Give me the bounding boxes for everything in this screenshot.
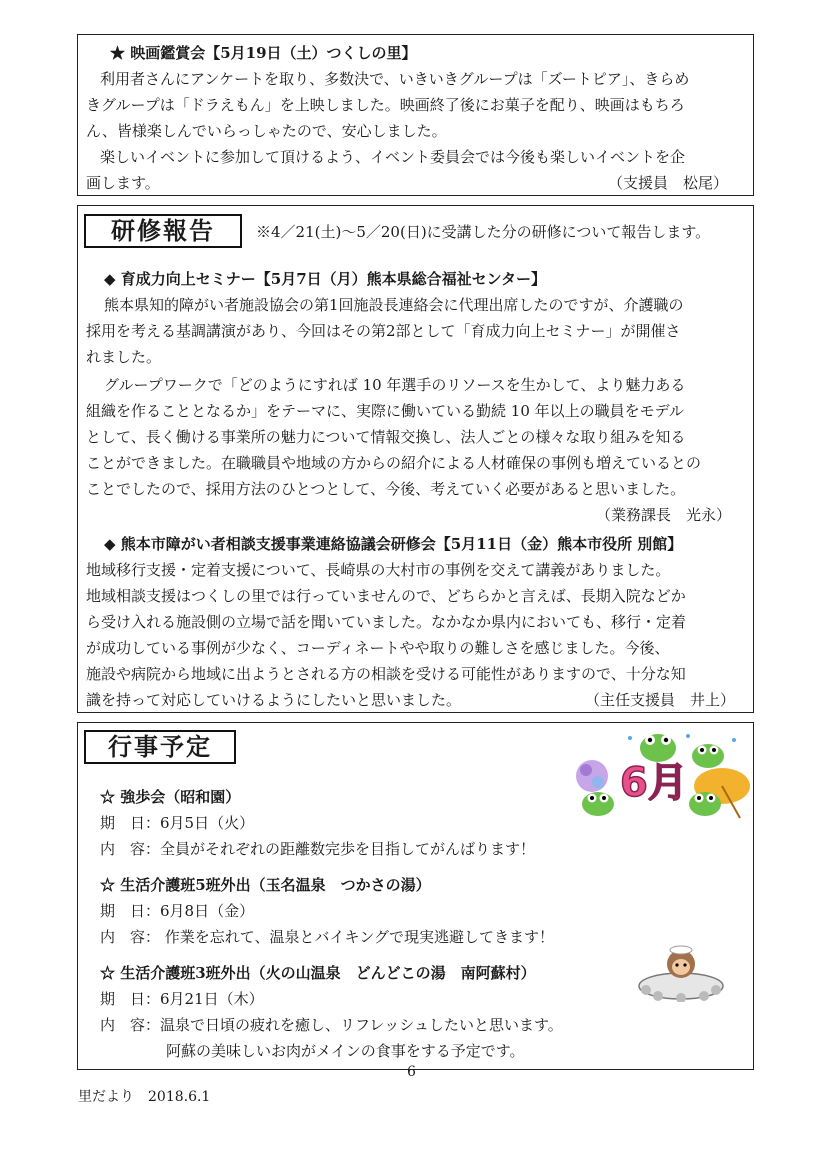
june-label: 6月	[620, 760, 688, 806]
page-number: 6	[407, 1064, 416, 1080]
movie-line-4: 楽しいイベントに参加して頂けるよう、イベント委員会では今後も楽しいイベントを企	[100, 148, 686, 166]
onsen-monkey-illustration	[636, 938, 726, 1002]
movie-line-5: 画します。	[86, 174, 160, 192]
training-item1-line-8: ことでしたので、採用方法のひとつとして、今後、考えていく必要があると思いました。	[86, 480, 686, 498]
frog-icon	[640, 734, 676, 762]
training-item1-line-1: 熊本県知的障がい者施設協会の第1回施設長連絡会に代理出席したのですが、介護職の	[104, 296, 684, 314]
event-1-heading: ☆ 強歩会（昭和園）	[100, 788, 241, 806]
event-1-content: 内 容：全員がそれぞれの距離数完歩を目指してがんばります！	[100, 840, 536, 858]
movie-heading: ★ 映画鑑賞会【5月19日（土）つくしの里】	[110, 44, 417, 62]
training-title: 研修報告	[84, 214, 242, 248]
movie-line-3: ん、皆様楽しんでいらっしゃたので、安心しました。	[86, 122, 447, 140]
flower-icon	[576, 760, 608, 792]
event-3-date: 期 日：6月21日（木）	[100, 990, 264, 1008]
june-frog-illustration	[570, 726, 750, 826]
training-item1-line-4: グループワークで「どのようにすれば 10 年選手のリソースを生かして、より魅力ある	[104, 376, 686, 394]
movie-line-1: 利用者さんにアンケートを取り、多数決で、いきいきグループは「ズートピア」、きらめ	[100, 70, 690, 88]
training-note: ※4／21(土)～5／20(日)に受講した分の研修について報告します。	[256, 223, 711, 241]
publication-info: 里だより 2018.6.1	[78, 1089, 211, 1105]
movie-line-2: きグループは「ドラえもん」を上映しました。映画終了後にお菓子を配り、映画はもちろ	[86, 96, 685, 114]
event-2-date: 期 日：6月8日（金）	[100, 902, 255, 920]
training-item2-line-5: 施設や病院から地域に出ようとされる方の相談を受ける可能性がありますので、十分な知	[86, 665, 686, 683]
training-item2-line-1: 地域移行支援・定着支援について、長崎県の大村市の事例を交えて講義がありました。	[86, 561, 671, 579]
training-item1-heading: ◆ 育成力向上セミナー【5月7日（月）熊本県総合福祉センター】	[104, 270, 547, 288]
events-title: 行事予定	[84, 730, 236, 764]
training-item1-line-5: 組織を作ることとなるか」をテーマに、実際に働いている勤続 10 年以上の職員をモデル	[86, 402, 684, 420]
event-3-content: 内 容：温泉で日頃の疲れを癒し、リフレッシュしたいと思います。	[100, 1016, 563, 1034]
event-2-content: 内 容： 作業を忘れて、温泉とバイキングで現実逃避してきます！	[100, 928, 555, 946]
training-item1-line-6: として、長く働ける事業所の魅力について情報交換し、法人ごとの様々な取り組みを知る	[86, 428, 686, 446]
training-item1-line-2: 採用を考える基調講演があり、今回はその第2部として「育成力向上セミナー」が開催さ	[86, 322, 681, 340]
event-3-extra: 阿蘇の美味しいお肉がメインの食事をする予定です。	[166, 1042, 525, 1060]
training-item2-line-2: 地域相談支援はつくしの里では行っていませんので、どちらかと言えば、長期入院などか	[86, 587, 686, 605]
training-item2-line-3: ら受け入れる施設側の立場で話を聞いていました。なかなか県内においても、移行・定着	[86, 613, 687, 631]
training-item1-line-7: ことができました。在職職員や地域の方からの紹介による人材確保の事例も増えているとの	[86, 454, 702, 472]
event-3-heading: ☆ 生活介護班3班外出（火の山温泉 どんどこの湯 南阿蘇村）	[100, 964, 536, 982]
movie-signature: （支援員 松尾）	[608, 174, 729, 192]
event-1-date: 期 日：6月5日（火）	[100, 814, 255, 832]
training-item1-line-3: れました。	[86, 348, 162, 366]
training-item2-heading: ◆ 熊本市障がい者相談支援事業連絡協議会研修会【5月11日（金）熊本市役所 別館】	[104, 535, 683, 553]
training-item2-line-6: 識を持って対応していけるようにしたいと思いました。	[86, 691, 462, 709]
training-item2-signature: （主任支援員 井上）	[585, 691, 736, 709]
training-item2-line-4: が成功している事例が少なく、コーディネートやや取りの難しさを感じました。今後、	[86, 639, 670, 657]
training-item1-signature: （業務課長 光永）	[596, 506, 732, 524]
event-2-heading: ☆ 生活介護班5班外出（玉名温泉 つかさの湯）	[100, 876, 431, 894]
